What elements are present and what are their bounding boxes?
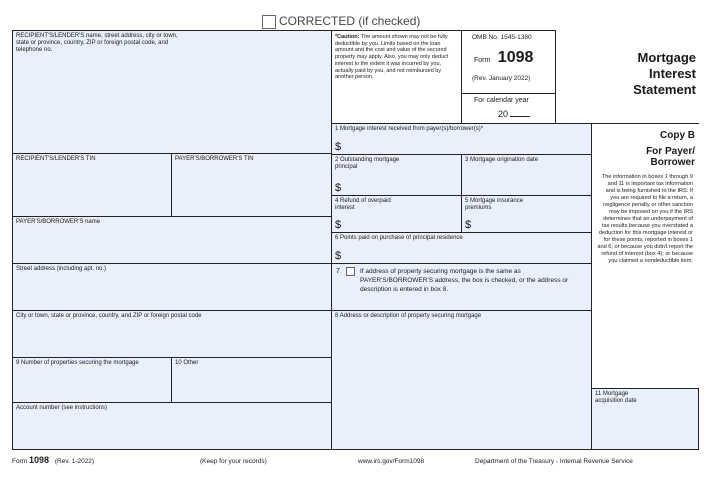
box-1-label: 1 Mortgage interest received from payer(s)/borrower(s)* xyxy=(335,126,484,132)
footer-url[interactable]: www.irs.gov/Form1098 xyxy=(358,458,425,465)
corrected-label: CORRECTED (if checked) xyxy=(279,14,421,28)
caution-box xyxy=(331,30,462,124)
omb-number: OMB No. 1545-1380 xyxy=(472,34,532,41)
year-field[interactable] xyxy=(498,109,530,119)
box-7 xyxy=(331,263,592,311)
footer-form-id xyxy=(12,455,94,465)
box-9-label: 9 Number of properties securing the mortgage xyxy=(16,360,139,366)
corrected-checkbox[interactable] xyxy=(262,15,276,29)
box-1[interactable] xyxy=(331,123,592,155)
form-rev: (Rev. January 2022) xyxy=(472,75,531,82)
form-title xyxy=(592,50,696,98)
recipient-tin-box[interactable] xyxy=(12,153,172,217)
box-10-label: 10 Other xyxy=(175,360,199,366)
box-11-label: 11 Mortgage acquisition date xyxy=(595,391,637,404)
footer-form-prefix: Form xyxy=(12,458,28,465)
payer-name-box[interactable] xyxy=(12,216,332,264)
caution-body: The amount shown may not be fully deductible by you. Limits based on the loan amount and the cost and value of the secured property may apply. Also, you may only deduct interest to the extent it was incurred by you, actually paid by you, and not reimbursed by another person. xyxy=(335,34,449,81)
box-6-label: 6 Points paid on purchase of principal residence xyxy=(335,235,463,241)
title-line-1: Mortgage xyxy=(637,50,696,65)
street-address-label: Street address (including apt. no.) xyxy=(16,266,107,272)
caution-text xyxy=(335,34,458,81)
city-box[interactable] xyxy=(12,310,332,358)
recipient-name-label: RECIPIENT'S/LENDER'S name, street address, city or town, state or province, country, ZIP or foreign postal code, and telephone no. xyxy=(16,33,178,53)
city-label: City or town, state or province, country, and ZIP or foreign postal code xyxy=(16,313,202,319)
footer-dept: Department of the Treasury - Internal Revenue Service xyxy=(475,458,633,465)
title-line-2: Interest xyxy=(649,66,696,81)
form-prefix: Form xyxy=(474,57,491,64)
footer-keep: (Keep for your records) xyxy=(200,458,267,465)
box-6-dollar: $ xyxy=(335,250,342,262)
copy-b-header xyxy=(596,130,695,168)
year-prefix: 20 xyxy=(498,109,509,119)
box-11[interactable] xyxy=(591,388,699,450)
copy-b-text: The information in boxes 1 through 9 and 11 is important tax information and is being furnished to the IRS. If you are required to file a return, a negligence penalty or other sanction may be imposed on you if the IRS determines that an underpayment of tax results because you overstated a deduction for this mortgage interest or for these points, reported in boxes 1 and 6; or because you didn't report the refund of interest (box 4); or because you claimed a nondeductible item. xyxy=(597,174,693,264)
payer-tin-label: PAYER'S/BORROWER'S TIN xyxy=(175,156,254,162)
box-9[interactable] xyxy=(12,357,172,403)
calendar-label: For calendar year xyxy=(474,97,529,104)
form-id xyxy=(474,49,533,67)
caution-title: *Caution: xyxy=(335,34,360,40)
box-5[interactable] xyxy=(461,195,592,233)
payer-tin-box[interactable] xyxy=(171,153,332,217)
footer-rev: (Rev. 1-2022) xyxy=(54,458,95,465)
box-7-checkbox[interactable] xyxy=(346,267,355,276)
calendar-year-box[interactable] xyxy=(461,93,556,124)
box-5-dollar: $ xyxy=(465,219,472,231)
footer-form-number: 1098 xyxy=(28,455,50,465)
box-7-label: If address of property securing mortgage is the same as PAYER'S/BORROWER'S address, the box is checked, or the address or description is entered in box 8. xyxy=(360,268,569,293)
omb-box xyxy=(461,30,556,94)
copy-who: Borrower xyxy=(650,157,695,168)
box-4-label: 4 Refund of overpaid interest xyxy=(335,198,391,211)
box-8-label: 8 Address or description of property securing mortgage xyxy=(335,313,482,319)
box-4[interactable] xyxy=(331,195,462,233)
form-number: 1098 xyxy=(497,49,534,66)
title-line-3: Statement xyxy=(633,82,696,97)
account-number-label: Account number (see instructions) xyxy=(16,405,108,411)
account-number-box[interactable] xyxy=(12,402,332,450)
payer-name-label: PAYER'S/BORROWER'S name xyxy=(16,219,101,225)
street-address-box[interactable] xyxy=(12,263,332,311)
box-4-dollar: $ xyxy=(335,219,342,231)
copy-name: Copy B xyxy=(660,130,695,141)
box-7-num: 7 xyxy=(336,268,340,275)
copy-b-box xyxy=(591,123,699,389)
corrected-row xyxy=(262,14,462,30)
copy-for: For Payer/ xyxy=(646,146,695,157)
box-2-dollar: $ xyxy=(335,182,342,194)
box-6[interactable] xyxy=(331,232,592,264)
box-3[interactable] xyxy=(461,154,592,196)
box-5-label: 5 Mortgage insurance premiums xyxy=(465,198,524,211)
box-2[interactable] xyxy=(331,154,462,196)
box-3-label: 3 Mortgage origination date xyxy=(465,157,539,163)
box-8[interactable] xyxy=(331,310,592,450)
recipient-name-box[interactable] xyxy=(12,30,332,154)
box-2-label: 2 Outstanding mortgage principal xyxy=(335,157,400,170)
box-10[interactable] xyxy=(171,357,332,403)
box-1-dollar: $ xyxy=(335,141,342,153)
recipient-tin-label: RECIPIENT'S/LENDER'S TIN xyxy=(16,156,96,162)
